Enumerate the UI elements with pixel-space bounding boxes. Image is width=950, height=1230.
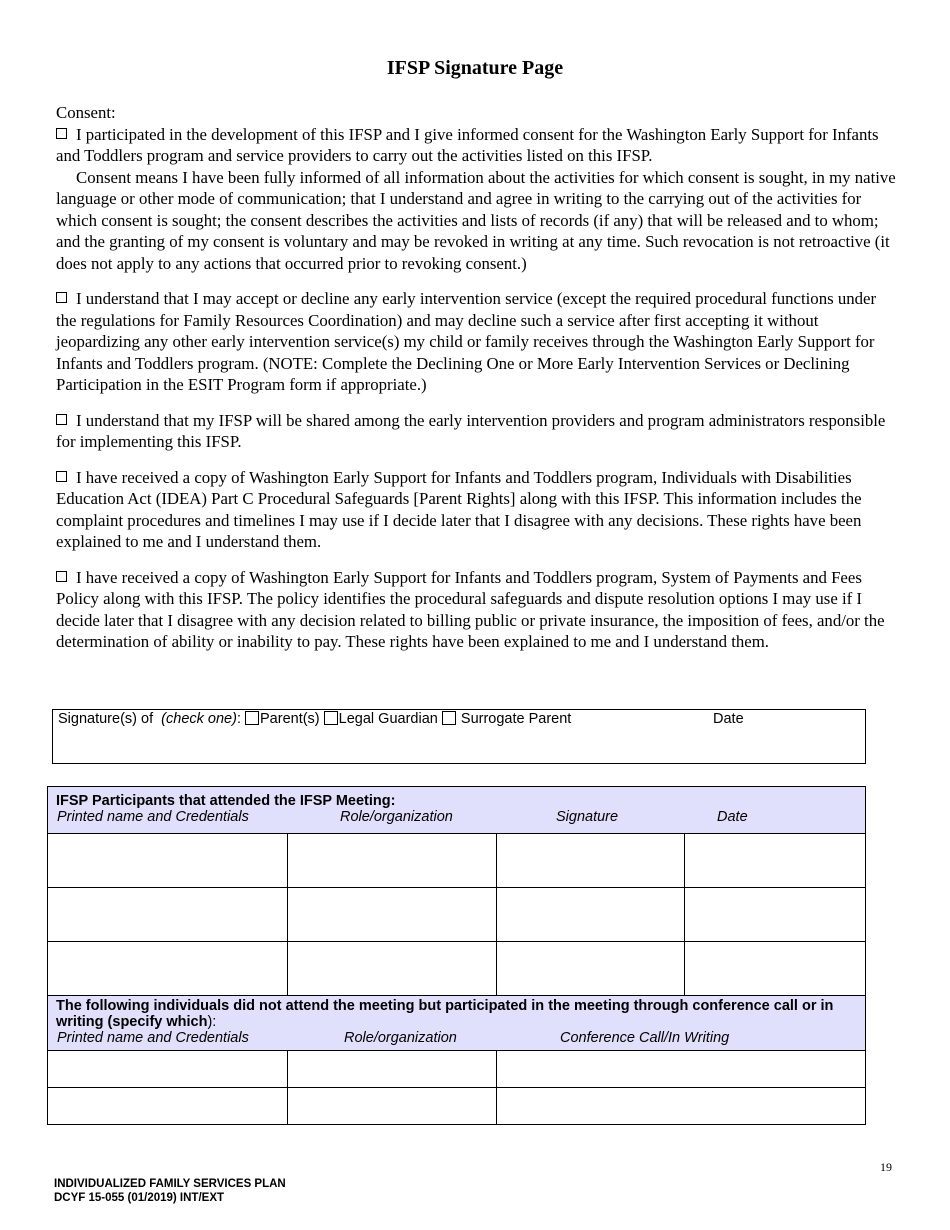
- table-row: [48, 1088, 866, 1125]
- participants-table: [47, 786, 866, 1125]
- cell-role[interactable]: [287, 1051, 496, 1088]
- signature-date-label: Date: [713, 711, 744, 727]
- cell-signature[interactable]: [497, 888, 684, 942]
- consent-item-participation: [56, 124, 896, 167]
- parents-label: Parent(s): [260, 711, 320, 727]
- checkbox-legal-guardian[interactable]: [324, 711, 338, 725]
- table-row: [48, 834, 866, 888]
- table-row: [48, 1051, 866, 1088]
- col-role: Role/organization: [340, 809, 453, 825]
- checkbox-sharing[interactable]: [56, 414, 67, 425]
- page-number: 19: [880, 1160, 892, 1174]
- cell-name[interactable]: [48, 1088, 288, 1125]
- cell-role[interactable]: [287, 834, 496, 888]
- legal-guardian-label: Legal Guardian: [338, 711, 438, 727]
- cell-name[interactable]: [48, 1051, 288, 1088]
- table-row: [48, 942, 866, 996]
- cell-name[interactable]: [48, 942, 288, 996]
- cell-date[interactable]: [684, 888, 865, 942]
- checkbox-payments[interactable]: [56, 571, 67, 582]
- consent-item-accept-decline-text: I understand that I may accept or decline any early intervention service (except the required procedural functions under the regulations for Family Resources Coordination) and may decline such a service after first accepting it without jeopardizing any other early intervention service(s) my child or family receives through the Washington Early Support for Infants and Toddlers program. (NOTE: Complete the Declining One or More Early Intervention Services or Declining Participation in the ESIT Program form if appropriate.): [56, 289, 877, 394]
- consent-definition: Consent means I have been fully informed of all information about the activities for which consent is sought, in my native language or other mode of communication; that I understand and agree in writing to the carrying out of the activities for which consent is sought; the consent describes the activities and lists of records (if any) that will be released and to whom; and the granting of my consent is voluntary and may be revoked in writing at any time. Such revocation is not retroactive (it does not apply to any actions that occurred prior to revoking consent.): [56, 167, 896, 273]
- remote-heading-tail: ):: [207, 1014, 217, 1030]
- table-row: [48, 888, 866, 942]
- col-printed-name: Printed name and Credentials: [57, 809, 249, 825]
- footer-line-2: DCYF 15-055 (01/2019) INT/EXT: [54, 1192, 225, 1204]
- checkbox-safeguards[interactable]: [56, 471, 67, 482]
- consent-label: Consent:: [56, 103, 116, 122]
- consent-item-payments: [56, 567, 896, 653]
- cell-date[interactable]: [684, 834, 865, 888]
- signature-prefix: Signature(s) of: [58, 711, 154, 727]
- cell-name[interactable]: [48, 888, 288, 942]
- remote-heading-bold: The following individuals did not attend the meeting but participated in the meeting through conference call or in writing (specify which: [56, 998, 834, 1030]
- participants-heading: IFSP Participants that attended the IFSP Meeting:: [56, 793, 396, 809]
- checkbox-parents[interactable]: [245, 711, 259, 725]
- checkbox-participation[interactable]: [56, 128, 67, 139]
- consent-item-sharing-text: I understand that my IFSP will be shared among the early intervention providers and program administrators responsible for implementing this IFSP.: [56, 410, 886, 451]
- consent-item-accept-decline: [56, 288, 896, 396]
- cell-role[interactable]: [287, 942, 496, 996]
- participants-header: [48, 787, 866, 834]
- cell-date[interactable]: [684, 942, 865, 996]
- consent-section: [56, 102, 896, 653]
- col-signature: Signature: [556, 809, 619, 825]
- cell-signature[interactable]: [497, 942, 684, 996]
- consent-item-payments-text: I have received a copy of Washington Early Support for Infants and Toddlers program, System of Payments and Fees Policy along with this IFSP. The policy identifies the procedural safeguards and dispute resolution options I may use if I decide later that I disagree with any decision related to billing public or private insurance, the imposition of fees, and/or the determination of ability or inability to pay. These rights have been explained to me and I understand them.: [56, 567, 885, 651]
- remote-heading: [56, 998, 857, 1030]
- consent-item-sharing: [56, 410, 896, 453]
- remote-participants-header: [48, 996, 866, 1051]
- cell-method[interactable]: [497, 1051, 866, 1088]
- col-date: Date: [717, 809, 748, 825]
- cell-signature[interactable]: [497, 834, 684, 888]
- page-title: IFSP Signature Page: [386, 57, 564, 79]
- consent-item-safeguards-text: I have received a copy of Washington Early Support for Infants and Toddlers program, Individuals with Disabilities Education Act (IDEA) Part C Procedural Safeguards [Parent Rights] along with this IFSP. This information includes the complaint procedures and timelines I may use if I decide later that I disagree with any decisions. These rights have been explained to me and I understand them.: [56, 467, 862, 551]
- colon: :: [236, 711, 241, 727]
- cell-role[interactable]: [287, 888, 496, 942]
- cell-name[interactable]: [48, 834, 288, 888]
- check-one-label: (check one): [161, 711, 237, 727]
- footer: [54, 1177, 286, 1205]
- consent-item-safeguards: [56, 467, 896, 553]
- cell-method[interactable]: [497, 1088, 866, 1125]
- remote-col-method: Conference Call/In Writing: [560, 1030, 730, 1046]
- checkbox-accept-decline[interactable]: [56, 292, 67, 303]
- cell-role[interactable]: [287, 1088, 496, 1125]
- footer-line-1: INDIVIDUALIZED FAMILY SERVICES PLAN: [54, 1178, 286, 1190]
- checkbox-surrogate-parent[interactable]: [442, 711, 456, 725]
- remote-col-printed-name: Printed name and Credentials: [57, 1030, 249, 1046]
- remote-col-role: Role/organization: [344, 1030, 457, 1046]
- consent-item-participation-text: I participated in the development of this IFSP and I give informed consent for the Washington Early Support for Infants and Toddlers program and service providers to carry out the activities listed on this IFSP.: [56, 124, 879, 165]
- signature-role-row: [58, 711, 571, 727]
- signature-box[interactable]: [52, 709, 866, 764]
- surrogate-parent-label: Surrogate Parent: [460, 711, 572, 727]
